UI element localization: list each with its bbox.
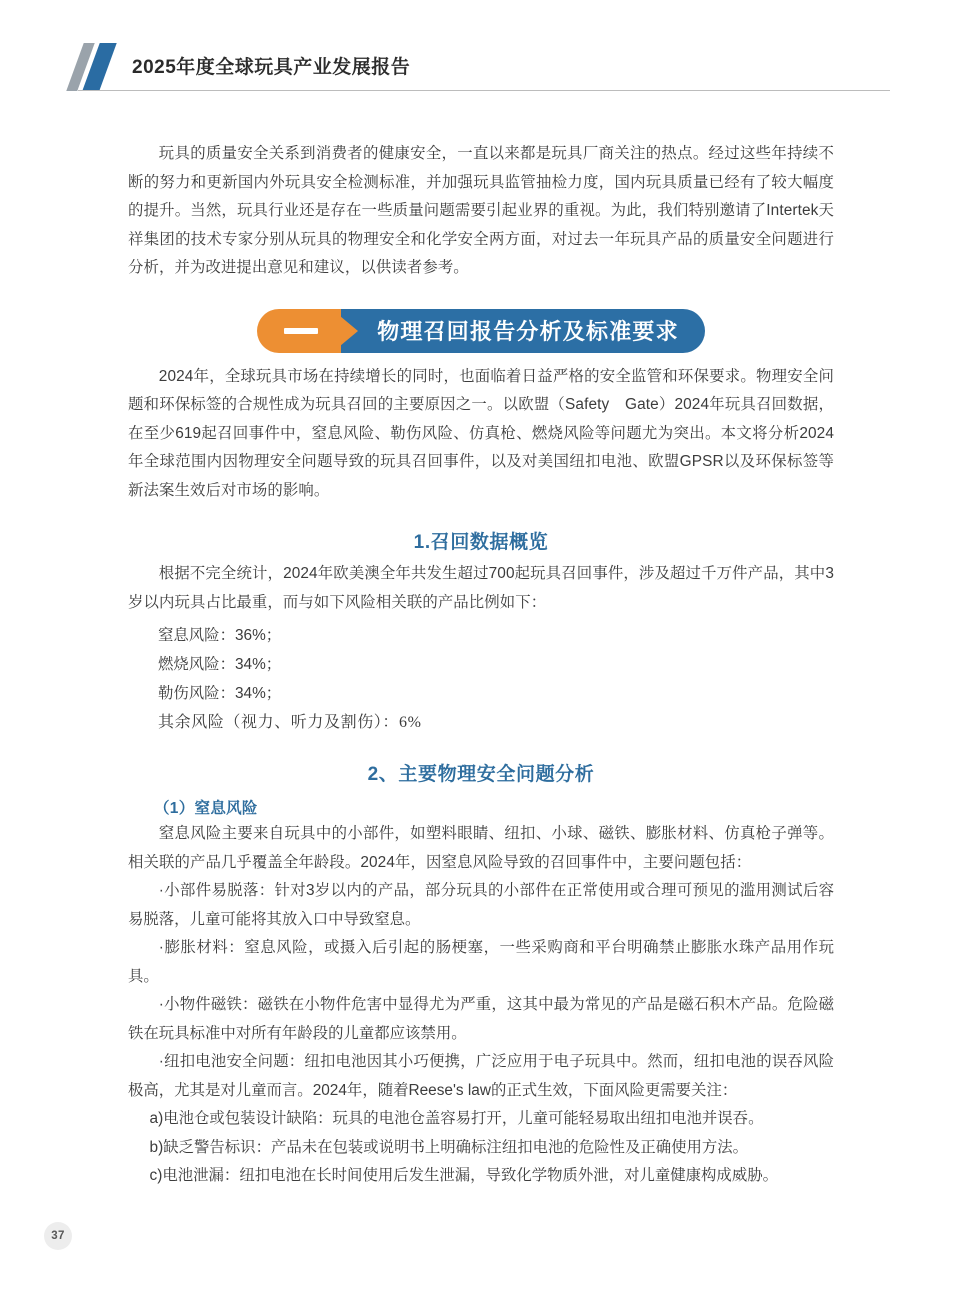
section2-heading: 2、主要物理安全问题分析	[367, 764, 595, 785]
bullet-paragraph: ·小物件磁铁：磁铁在小物件危害中显得尤为严重，这其中最为常见的产品是磁石积木产品。危险磁铁在玩具标准中对所有年龄段的儿童都应该禁用。	[128, 996, 834, 1042]
section-banner-title: 物理召回报告分析及标准要求	[341, 309, 705, 353]
risk-percentage-list	[128, 621, 834, 737]
section2-intro-paragraph: 窒息风险主要来自玩具中的小部件，如塑料眼睛、纽扣、小球、磁铁、膨胀材料、仿真枪子弹等。相关联的产品几乎覆盖全年龄段。2024年，因窒息风险导致的召回事件中，主要问题包括：	[128, 825, 834, 871]
section1-paragraph: 根据不完全统计，2024年欧美澳全年共发生超过700起玩具召回事件，涉及超过千万件产品，其中3岁以内玩具占比最重，而与如下风险相关联的产品比例如下：	[128, 565, 834, 611]
list-item: 其余风险（视力、听力及割伤）：6%	[158, 714, 422, 731]
page-header	[0, 0, 960, 100]
document-content	[128, 140, 834, 1191]
bullet-paragraph: ·小部件易脱落：针对3岁以内的产品，部分玩具的小部件在正常使用或合理可预见的滥用测试后容易脱落，儿童可能将其放入口中导致窒息。	[128, 882, 834, 928]
list-item: 燃烧风险：34%；	[158, 656, 282, 673]
report-title: 2025年度全球玩具产业发展报告	[132, 57, 411, 78]
banner-dash-icon	[284, 328, 318, 334]
section1-heading: 1.召回数据概览	[413, 532, 549, 553]
bullet-paragraph: ·纽扣电池安全问题：纽扣电池因其小巧便携，广泛应用于电子玩具中。然而，纽扣电池的误吞风险极高，尤其是对儿童而言。2024年，随着Reese's law的正式生效，下面风险更需要关注：	[128, 1053, 834, 1099]
header-logo-mark	[75, 43, 127, 91]
lettered-paragraph: b)缺乏警告标识：产品未在包装或说明书上明确标注纽扣电池的危险性及正确使用方法。	[149, 1138, 749, 1156]
overview-paragraph: 2024年，全球玩具市场在持续增长的同时，也面临着日益严格的安全监管和环保要求。物理安全问题和环保标签的合规性成为玩具召回的主要原因之一。以欧盟（Safety Gate）2024年玩具召回数据，在至少619起召回事件中，窒息风险、勒伤风险、仿真枪、燃烧风险等问题尤为突出。本文将分析2024年全球范围内因物理安全问题导致的玩具召回事件，以及对美国纽扣电池、欧盟GPSR以及环保标签等新法案生效后对市场的影响。	[128, 367, 834, 499]
banner-arrow-marker-icon	[257, 309, 341, 353]
section-banner	[257, 309, 705, 353]
header-divider	[78, 90, 890, 91]
section-banner-container	[128, 309, 834, 353]
bullet-paragraph: ·膨胀材料：窒息风险，或摄入后引起的肠梗塞，一些采购商和平台明确禁止膨胀水珠产品用作玩具。	[128, 939, 834, 985]
list-item: 窒息风险：36%；	[158, 627, 282, 644]
intro-paragraph: 玩具的质量安全关系到消费者的健康安全，一直以来都是玩具厂商关注的热点。经过这些年持续不断的努力和更新国内外玩具安全检测标准，并加强玩具监管抽检力度，国内玩具质量已经有了较大幅度的提升。当然，玩具行业还是存在一些质量问题需要引起业界的重视。为此，我们特别邀请了Intertek天祥集团的技术专家分别从玩具的物理安全和化学安全两方面，对过去一年玩具产品的质量安全问题进行分析，并为改进提出意见和建议，以供读者参考。	[128, 145, 834, 276]
lettered-paragraph: a)电池仓或包装设计缺陷：玩具的电池仓盖容易打开，儿童可能轻易取出纽扣电池并误吞。	[149, 1110, 764, 1127]
section2-sub-heading: （1）窒息风险	[154, 800, 258, 817]
lettered-paragraph: c)电池泄漏：纽扣电池在长时间使用后发生泄漏，导致化学物质外泄，对儿童健康构成威胁。	[149, 1167, 778, 1184]
list-item: 勒伤风险：34%；	[158, 685, 282, 702]
page-number-badge: 37	[44, 1222, 72, 1250]
